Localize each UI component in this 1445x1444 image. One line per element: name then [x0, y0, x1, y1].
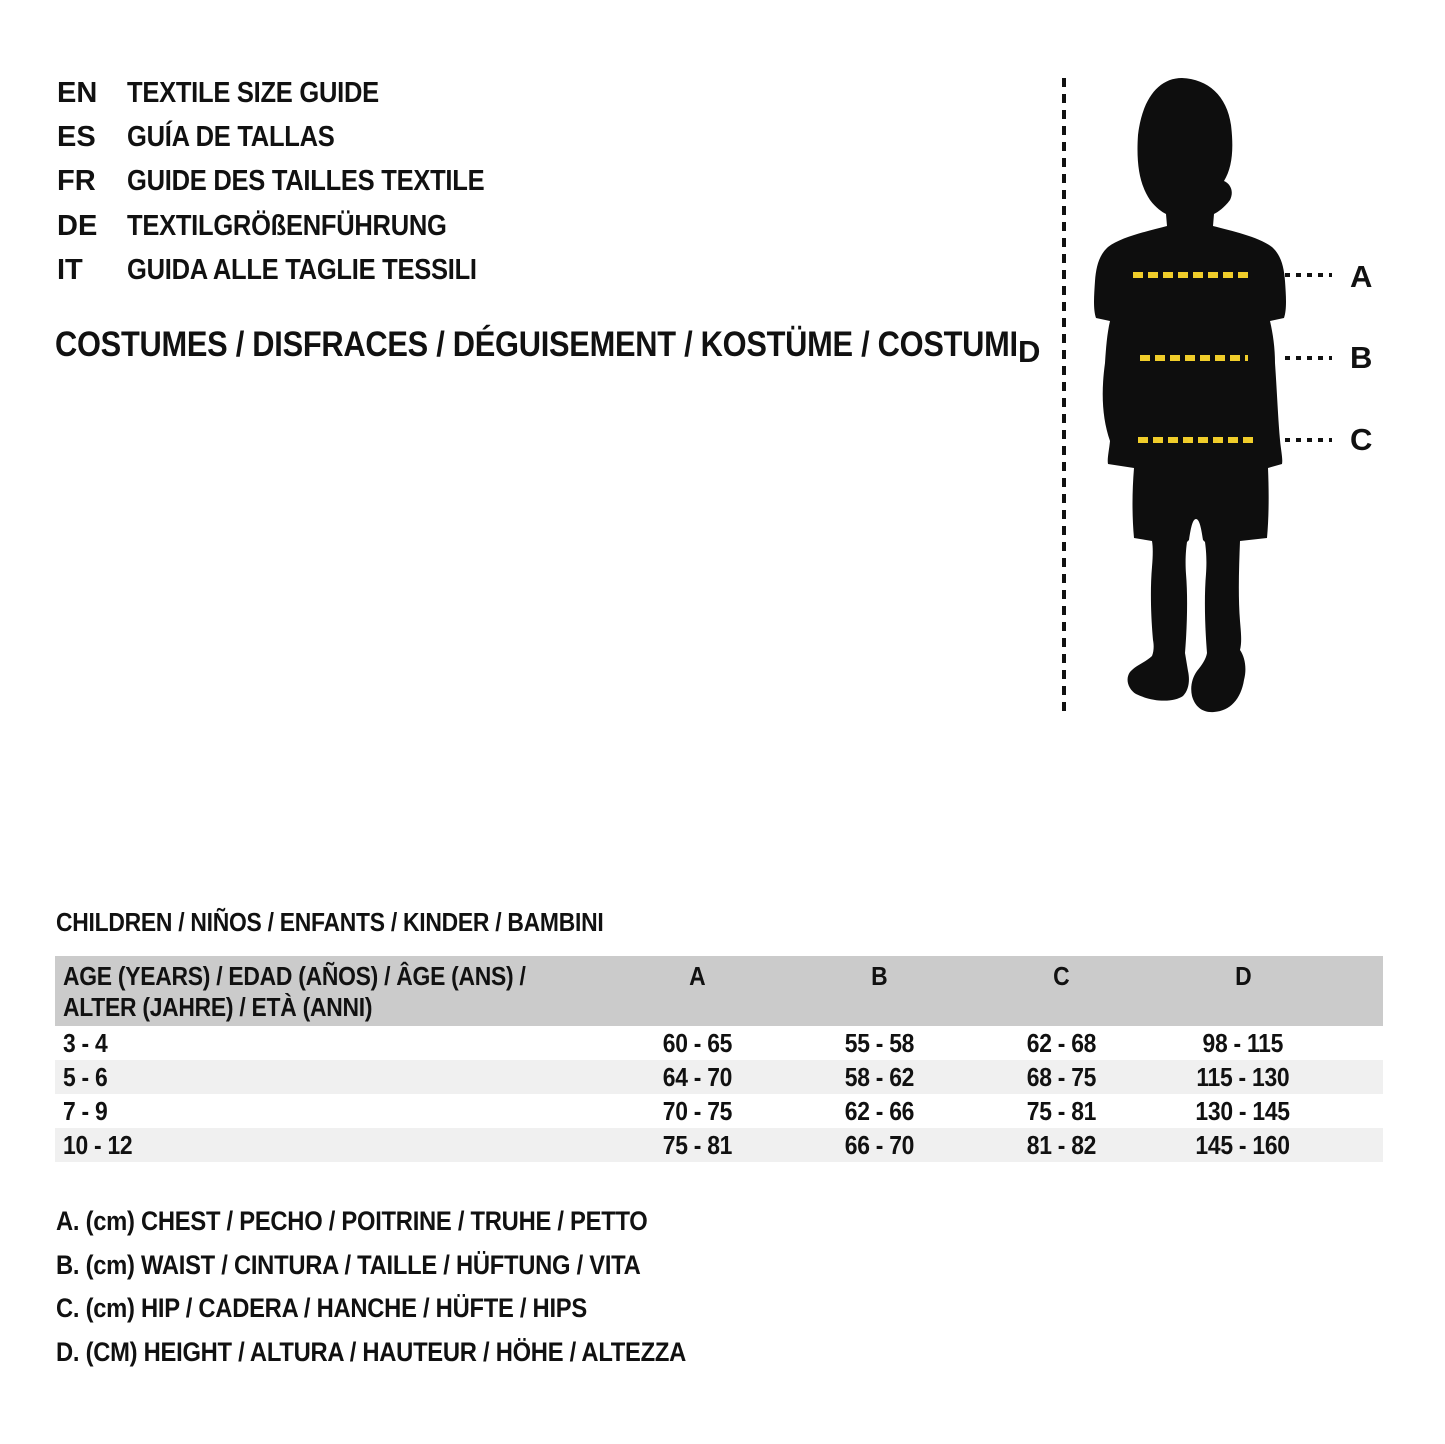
height-cell: 98 - 115	[1202, 1027, 1284, 1058]
language-code: DE	[57, 209, 98, 242]
section-heading-children: CHILDREN / NIÑOS / ENFANTS / KINDER / BAMBINI	[56, 907, 604, 937]
hip-cell: 81 - 82	[1026, 1129, 1096, 1160]
figure-label-c: C	[1350, 422, 1373, 457]
measurement-legend	[56, 1200, 772, 1374]
figure-label-d: D	[1018, 334, 1041, 369]
language-title: TEXTILGRÖßENFÜHRUNG	[127, 209, 447, 242]
legend-line-height: D. (CM) HEIGHT / ALTURA / HAUTEUR / HÖHE / ALTEZZA	[56, 1336, 687, 1367]
language-title: GUÍA DE TALLAS	[127, 121, 335, 154]
age-cell: 10 - 12	[63, 1129, 133, 1160]
hip-cell: 68 - 75	[1026, 1061, 1096, 1092]
column-header-b: B	[870, 961, 888, 991]
language-title: TEXTILE SIZE GUIDE	[127, 76, 379, 109]
waist-cell: 55 - 58	[844, 1027, 914, 1058]
waist-cell: 58 - 62	[844, 1061, 914, 1092]
language-row	[57, 115, 533, 159]
category-title: COSTUMES / DISFRACES / DÉGUISEMENT / KOSTÜME / COSTUMI	[55, 325, 1018, 364]
waist-cell: 62 - 66	[844, 1095, 914, 1126]
table-row	[55, 1060, 1383, 1094]
column-header-c: C	[1052, 961, 1070, 991]
legend-line-waist: B. (cm) WAIST / CINTURA / TAILLE / HÜFTUNG / VITA	[56, 1249, 641, 1280]
language-title: GUIDE DES TAILLES TEXTILE	[127, 165, 485, 198]
legend-line-hip: C. (cm) HIP / CADERA / HANCHE / HÜFTE / HIPS	[56, 1293, 587, 1324]
height-cell: 145 - 160	[1195, 1129, 1291, 1160]
column-header-a: A	[688, 961, 706, 991]
language-code: FR	[57, 165, 96, 198]
language-row	[57, 160, 533, 204]
child-silhouette	[1094, 78, 1286, 712]
language-title-list	[57, 71, 533, 293]
waist-cell: 66 - 70	[844, 1129, 914, 1160]
legend-line-chest: A. (cm) CHEST / PECHO / POITRINE / TRUHE / PETTO	[56, 1206, 648, 1237]
chest-cell: 64 - 70	[662, 1061, 732, 1092]
child-silhouette-figure	[1008, 63, 1445, 725]
language-row	[57, 71, 533, 115]
age-cell: 5 - 6	[63, 1061, 108, 1092]
height-cell: 130 - 145	[1195, 1095, 1291, 1126]
size-table-header	[55, 956, 1383, 1026]
language-code: EN	[57, 76, 98, 109]
table-row	[55, 1128, 1383, 1162]
age-column-label: AGE (YEARS) / EDAD (AÑOS) / ÂGE (ANS) / ALTER (JAHRE) / ETÀ (ANNI)	[63, 961, 526, 1022]
chest-cell: 60 - 65	[662, 1027, 732, 1058]
age-cell: 3 - 4	[63, 1027, 108, 1058]
language-code: IT	[57, 254, 83, 287]
column-header-d: D	[1234, 961, 1252, 991]
age-cell: 7 - 9	[63, 1095, 108, 1126]
table-row	[55, 1026, 1383, 1060]
figure-label-b: B	[1350, 340, 1373, 375]
language-code: ES	[57, 121, 96, 154]
hip-cell: 75 - 81	[1026, 1095, 1096, 1126]
height-cell: 115 - 130	[1196, 1061, 1290, 1092]
language-row	[57, 204, 533, 248]
hip-cell: 62 - 68	[1026, 1027, 1096, 1058]
size-table	[55, 956, 1383, 1162]
figure-label-a: A	[1350, 259, 1373, 294]
language-title: GUIDA ALLE TAGLIE TESSILI	[127, 254, 477, 287]
chest-cell: 70 - 75	[662, 1095, 732, 1126]
chest-cell: 75 - 81	[662, 1129, 732, 1160]
table-row	[55, 1094, 1383, 1128]
language-row	[57, 249, 533, 293]
